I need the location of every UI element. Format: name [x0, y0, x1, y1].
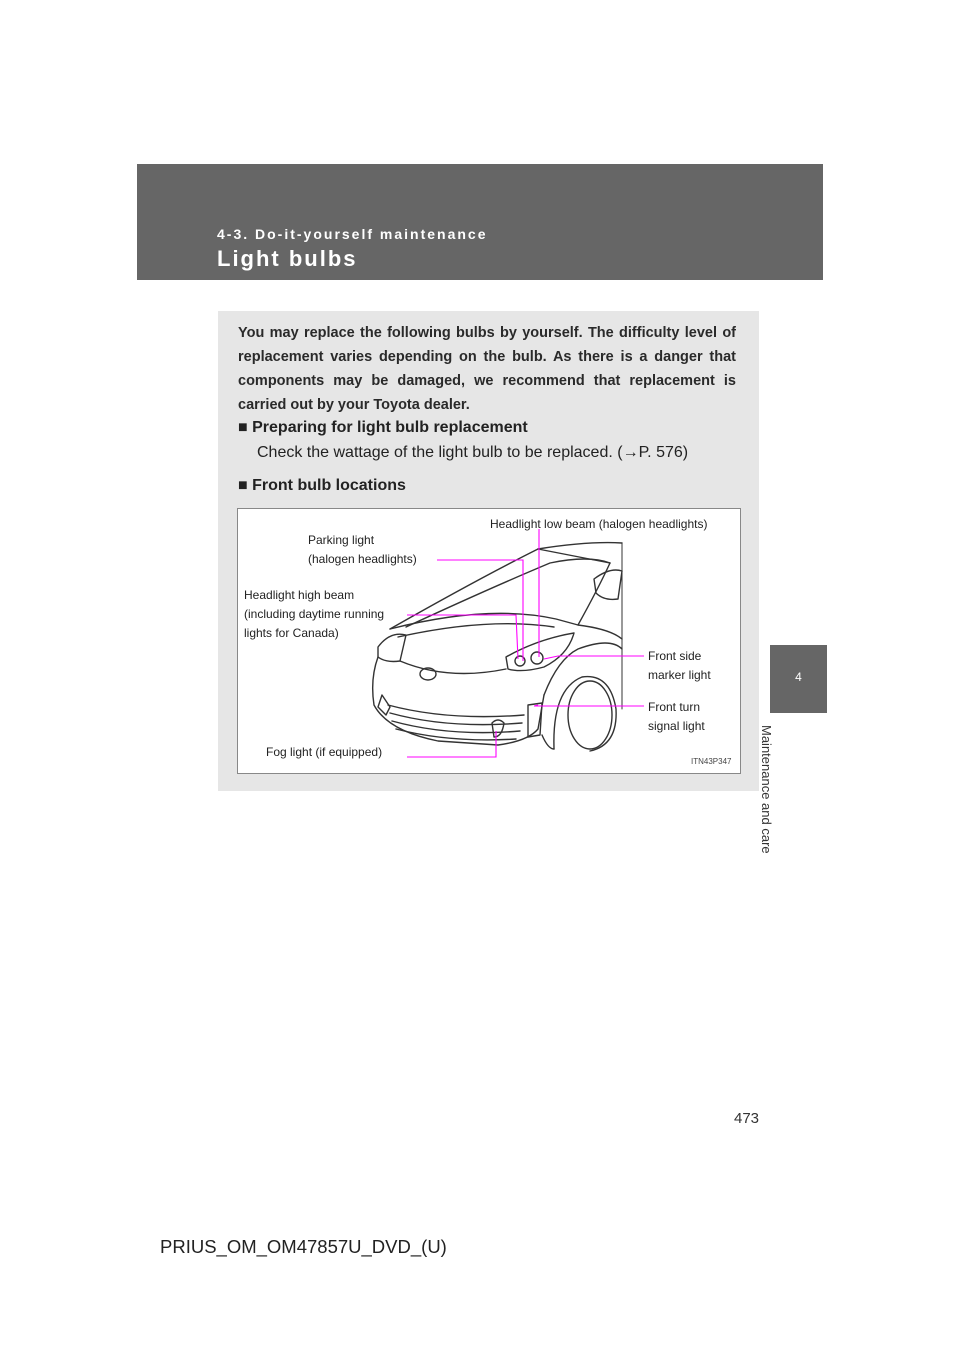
front-bulb-figure [237, 508, 741, 774]
chapter-side-label [759, 725, 798, 875]
chapter-tab [770, 645, 827, 713]
subhead-front-bulbs-text: Front bulb locations [252, 477, 406, 494]
fog-light-label: Fog light (if equipped) [266, 745, 383, 759]
bullet-square-icon: ■ [238, 419, 248, 436]
side-marker-label-line2: marker light [648, 668, 711, 682]
side-marker-label-line1: Front side [648, 649, 702, 663]
page-title: Light bulbs [217, 246, 358, 271]
section-header [137, 164, 823, 280]
content-box [218, 311, 759, 791]
chapter-label-text: Maintenance and care [759, 725, 774, 854]
intro-paragraph: You may replace the following bulbs by yourself. The difficulty level of replacement varies depending on the bulb. As there is a danger that components may be damaged, we recommend that replacement is carried out by your Toyota dealer. [238, 325, 736, 413]
parking-light-label-line2: (halogen headlights) [308, 552, 417, 566]
chapter-number: 4 [795, 670, 802, 684]
section-label: 4-3. Do-it-yourself maintenance [217, 226, 488, 242]
turn-signal-label-line1: Front turn [648, 700, 701, 714]
parking-light-label-line1: Parking light [308, 533, 375, 547]
high-beam-label-line1: Headlight high beam [244, 588, 355, 602]
front-turn-signal-label [648, 698, 705, 736]
high-beam-label-line2: (including daytime running [244, 607, 385, 621]
parking-light-label [308, 531, 417, 569]
page-number: 473 [734, 1110, 760, 1127]
subhead-preparing-text: Preparing for light bulb replacement [252, 419, 528, 436]
high-beam-label-line3: lights for Canada) [244, 626, 339, 640]
document-code: PRIUS_OM_OM47857U_DVD_(U) [160, 1236, 447, 1257]
headlight-low-beam-label: Headlight low beam (halogen headlights) [490, 517, 708, 531]
figure-code: ITN43P347 [691, 757, 732, 766]
turn-signal-label-line2: signal light [648, 719, 705, 733]
front-side-marker-label [648, 647, 711, 685]
wattage-note: Check the wattage of the light bulb to be replaced. (→P. 576) [257, 444, 689, 461]
subhead-front-bulbs [238, 477, 406, 495]
bullet-square-icon: ■ [238, 477, 248, 494]
headlight-high-beam-label [244, 586, 384, 643]
subhead-preparing [238, 419, 528, 437]
